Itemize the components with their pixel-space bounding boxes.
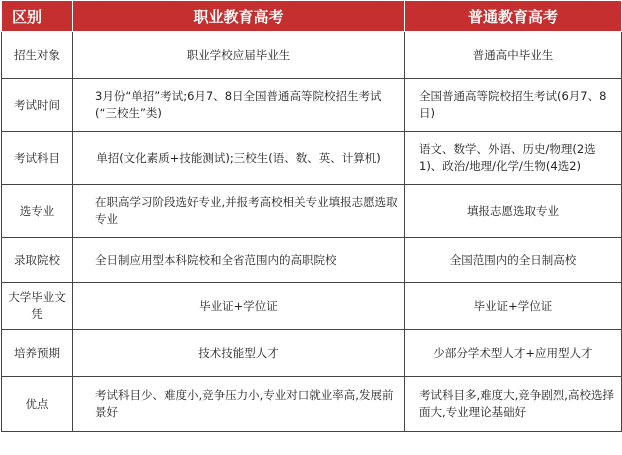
vocational-training-goal: 技术技能型人才: [73, 330, 405, 377]
comparison-table: [1, 0, 622, 432]
vocational-enrollment-target: 职业学校应届毕业生: [73, 32, 405, 79]
row-label-admitting-schools: 录取院校: [2, 238, 73, 283]
row-label-training-goal: 培养预期: [2, 330, 73, 377]
general-major-selection: 填报志愿选取专业: [405, 185, 622, 238]
header-row: [2, 1, 622, 32]
general-exam-subjects: 语文、数学、外语、历史/物理(2选1)、政治/地理/化学/生物(4选2): [405, 132, 622, 185]
table-body: [2, 32, 622, 432]
table-header: [2, 1, 622, 32]
table-row: [2, 79, 622, 132]
general-diploma: 毕业证+学位证: [405, 283, 622, 330]
vocational-diploma: 毕业证+学位证: [73, 283, 405, 330]
table-row: [2, 238, 622, 283]
row-label-exam-subjects: 考试科目: [2, 132, 73, 185]
row-label-advantages: 优点: [2, 377, 73, 432]
vocational-major-selection: 在职高学习阶段选好专业,并报考高校相关专业填报志愿选取专业: [73, 185, 405, 238]
header-category: 区别: [2, 1, 73, 32]
vocational-exam-time: 3月份“单招”考试;6月7、8日全国普通高等院校招生考试(“三校生”类): [73, 79, 405, 132]
row-label-enrollment-target: 招生对象: [2, 32, 73, 79]
header-general-exam: 普通教育高考: [405, 1, 622, 32]
row-label-major-selection: 选专业: [2, 185, 73, 238]
general-enrollment-target: 普通高中毕业生: [405, 32, 622, 79]
table-row: [2, 32, 622, 79]
vocational-admitting-schools: 全日制应用型本科院校和全省范围内的高职院校: [73, 238, 405, 283]
general-advantages: 考试科目多,难度大,竞争剧烈,高校选择面大,专业理论基础好: [405, 377, 622, 432]
general-training-goal: 少部分学术型人才+应用型人才: [405, 330, 622, 377]
vocational-advantages: 考试科目少、难度小,竞争压力小,专业对口就业率高,发展前景好: [73, 377, 405, 432]
row-label-exam-time: 考试时间: [2, 79, 73, 132]
table-row: [2, 283, 622, 330]
general-exam-time: 全国普通高等院校招生考试(6月7、8日): [405, 79, 622, 132]
vocational-exam-subjects: 单招(文化素质+技能测试);三校生(语、数、英、计算机): [73, 132, 405, 185]
table-row: [2, 185, 622, 238]
table-row: [2, 330, 622, 377]
table-row: [2, 377, 622, 432]
header-vocational-exam: 职业教育高考: [73, 1, 405, 32]
table-row: [2, 132, 622, 185]
general-admitting-schools: 全国范围内的全日制高校: [405, 238, 622, 283]
row-label-diploma: 大学毕业文凭: [2, 283, 73, 330]
